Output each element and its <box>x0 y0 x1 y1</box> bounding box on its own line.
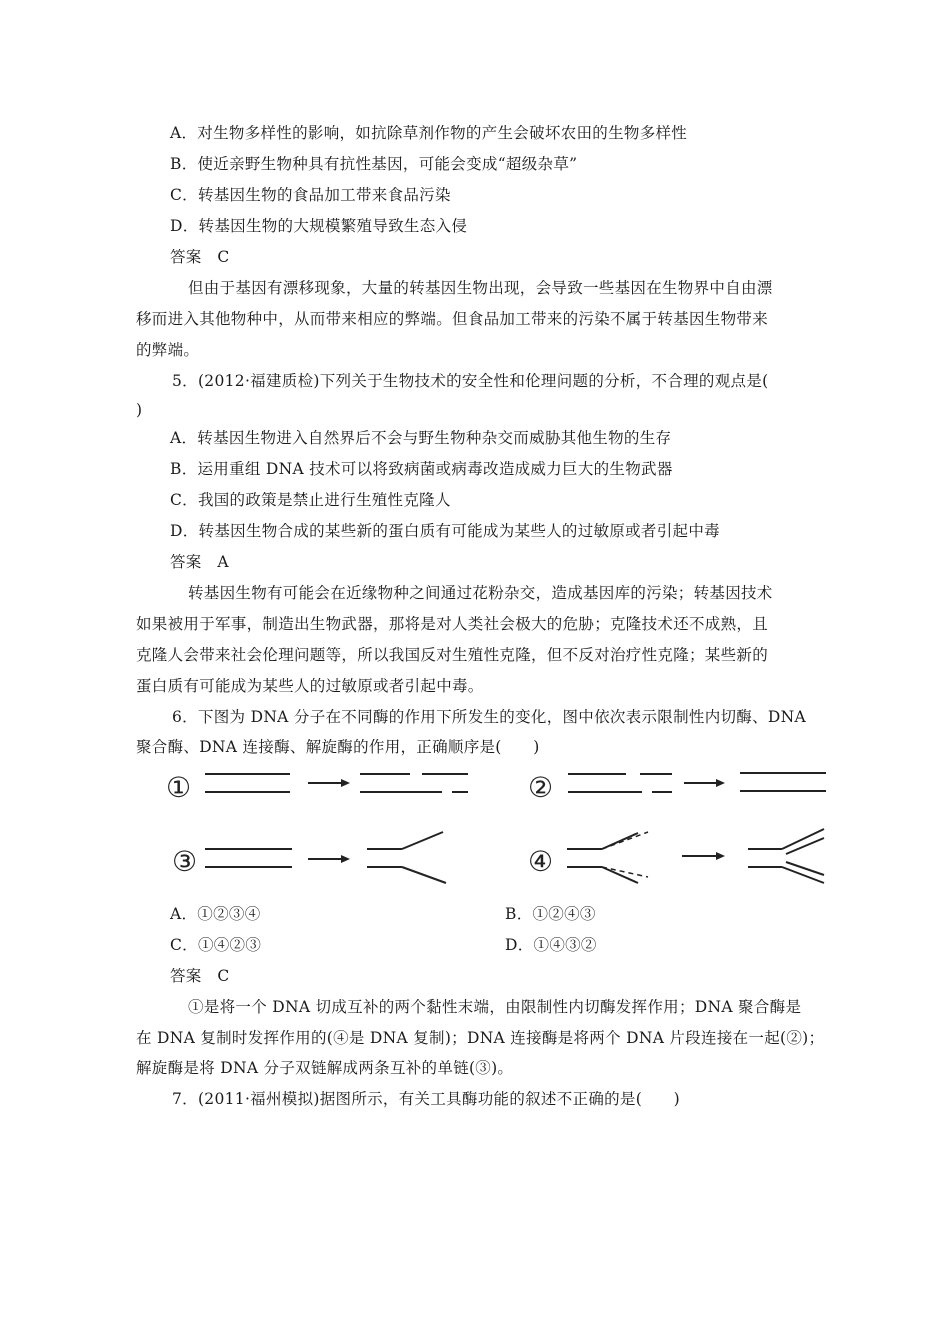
q6-explanation-line: ①是将一个 DNA 切成互补的两个黏性末端，由限制性内切酶发挥作用；DNA 聚合酶是 <box>188 998 802 1016</box>
q5-explanation-line: 蛋白质有可能成为某些人的过敏原或者引起中毒。 <box>136 677 484 695</box>
q5-stem-paren: ) <box>136 401 143 419</box>
arrow-icon <box>341 855 350 863</box>
figure-label-3: ③ <box>172 845 198 878</box>
dna-strand-new <box>786 862 824 875</box>
figure-label-1: ① <box>166 771 192 804</box>
q6-answer: 答案 C <box>170 967 230 985</box>
q5-option-b: B．运用重组 DNA 技术可以将致病菌或病毒改造成威力巨大的生物武器 <box>170 460 673 478</box>
q5-option-c: C．我国的政策是禁止进行生殖性克隆人 <box>170 491 451 509</box>
q6-option-b: B．①②④③ <box>505 905 596 923</box>
new-strand-dashed <box>602 867 648 877</box>
dna-strand-unwound <box>402 867 446 883</box>
q6-option-c: C．①④②③ <box>170 936 262 954</box>
q5-stem: 5．(2012·福建质检)下列关于生物技术的安全性和伦理问题的分析，不合理的观点是( <box>172 372 769 390</box>
dna-strand <box>782 867 824 883</box>
dna-strand-new <box>786 838 824 854</box>
q5-explanation-line: 克隆人会带来社会伦理问题等，所以我国反对生殖性克隆，但不反对治疗性克隆；某些新的 <box>136 646 769 664</box>
q4-option-d: D．转基因生物的大规模繁殖导致生态入侵 <box>170 217 468 235</box>
q4-explanation-line: 但由于基因有漂移现象，大量的转基因生物出现，会导致一些基因在生物界中自由漂 <box>188 279 773 297</box>
q6-explanation-line: 解旋酶是将 DNA 分子双链解成两条互补的单链(③)。 <box>136 1059 514 1077</box>
q4-explanation-line: 移而进入其他物种中，从而带来相应的弊端。但食品加工带来的污染不属于转基因生物带来 <box>136 310 769 328</box>
q7-stem: 7．(2011·福州模拟)据图所示，有关工具酶功能的叙述不正确的是( ) <box>172 1090 681 1108</box>
q6-explanation-line: 在 DNA 复制时发挥作用的(④是 DNA 复制)；DNA 连接酶是将两个 DNA 片段连接在一起(②)； <box>136 1029 825 1047</box>
q5-option-a: A．转基因生物进入自然界后不会与野生物种杂交而威胁其他生物的生存 <box>170 429 672 447</box>
arrow-icon <box>341 779 350 787</box>
q4-answer: 答案 C <box>170 248 230 266</box>
arrow-icon <box>716 779 725 787</box>
q5-explanation-line: 如果被用于军事，制造出生物武器，那将是对人类社会极大的危胁；克隆技术还不成熟，且 <box>136 615 769 633</box>
arrow-icon <box>716 852 725 860</box>
dna-enzyme-diagram <box>160 760 840 890</box>
q6-option-d: D．①④③② <box>505 936 597 954</box>
q6-stem: 聚合酶、DNA 连接酶、解旋酶的作用，正确顺序是( ) <box>136 738 540 756</box>
figure-label-4: ④ <box>528 845 554 878</box>
q6-option-a: A．①②③④ <box>170 905 261 923</box>
q5-option-d: D．转基因生物合成的某些新的蛋白质有可能成为某些人的过敏原或者引起中毒 <box>170 522 720 540</box>
q4-explanation-line: 的弊端。 <box>136 341 200 359</box>
dna-strand <box>602 867 638 883</box>
q5-explanation-line: 转基因生物有可能会在近缘物种之间通过花粉杂交，造成基因库的污染；转基因技术 <box>188 584 773 602</box>
dna-strand <box>602 833 638 849</box>
q4-option-a: A．对生物多样性的影响，如抗除草剂作物的产生会破坏农田的生物多样性 <box>170 124 688 142</box>
figure-label-2: ② <box>528 771 554 804</box>
q5-answer: 答案 A <box>170 553 229 571</box>
q4-option-b: B．使近亲野生物种具有抗性基因，可能会变成“超级杂草” <box>170 155 578 173</box>
q6-stem: 6．下图为 DNA 分子在不同酶的作用下所发生的变化，图中依次表示限制性内切酶、DNA <box>172 708 806 726</box>
q4-option-c: C．转基因生物的食品加工带来食品污染 <box>170 186 451 204</box>
dna-strand-unwound <box>402 832 443 849</box>
